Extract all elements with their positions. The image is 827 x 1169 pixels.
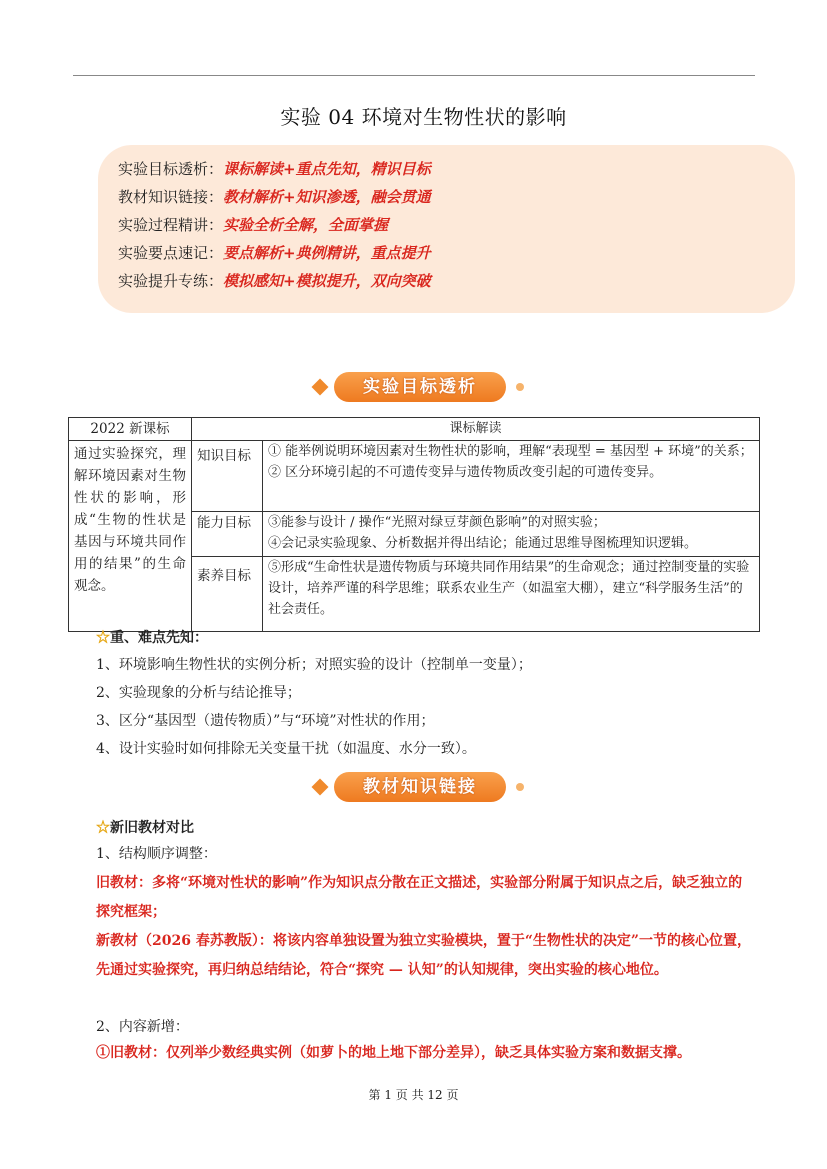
- comparison-heading: ☆新旧教材对比: [96, 820, 194, 836]
- old-textbook-content-note: ①旧教材：仅列举少数经典实例（如萝卜的地上地下部分差异），缺乏具体实验方案和数据支撑。: [96, 1045, 691, 1061]
- intro-row: 实验要点速记：要点解析+典例精讲，重点提升: [118, 244, 431, 262]
- row-content-knowledge: ① 能举例说明环境因素对生物性状的影响，理解“表现型 = 基因型 + 环境”的关系； ② 区分环境引起的不可遗传变异与遗传物质改变引起的可遗传变异。: [263, 441, 760, 512]
- key-point-item: 4、设计实验时如何排除无关变量干扰（如温度、水分一致）。: [96, 741, 476, 757]
- standard-text: 通过实验探究，理解环境因素对生物性状的影响，形成“生物的性状是基因与环境共同作用的结果”的生命观念。: [69, 441, 192, 632]
- key-point-item: 2、实验现象的分析与结论推导；: [96, 685, 301, 701]
- intro-row: 实验目标透析：课标解读+重点先知，精识目标: [118, 160, 431, 178]
- comparison-subheading: 2、内容新增：: [96, 1019, 189, 1035]
- star-icon: ☆: [96, 630, 110, 646]
- header-rule: [73, 75, 755, 76]
- star-icon: ☆: [96, 820, 110, 836]
- page-footer: 第 1 页 共 12 页: [368, 1088, 459, 1102]
- intro-summary-box: [98, 145, 795, 313]
- intro-row: 实验过程精讲：实验全析全解，全面掌握: [118, 216, 389, 234]
- row-content-literacy: ⑤形成“生命性状是遗传物质与环境共同作用结果”的生命观念；通过控制变量的实验设计，培养严谨的科学思维；联系农业生产（如温室大棚），建立“科学服务生活”的社会责任。: [263, 557, 760, 632]
- section-banner-label: 教材知识链接: [334, 772, 506, 802]
- row-label-ability: 能力目标: [192, 512, 263, 557]
- key-points-heading: ☆重、难点先知：: [96, 630, 208, 646]
- comparison-subheading: 1、结构顺序调整：: [96, 846, 217, 862]
- key-point-item: 1、环境影响生物性状的实例分析；对照实验的设计（控制单一变量）；: [96, 657, 532, 673]
- table-header-standard: 2022 新课标: [69, 418, 192, 441]
- diamond-icon: [312, 779, 329, 796]
- curriculum-standard-table: [68, 417, 760, 632]
- section-banner-textbook: [312, 772, 528, 802]
- dot-icon: [516, 383, 524, 391]
- dot-icon: [516, 783, 524, 791]
- table-header-interpretation: 课标解读: [192, 418, 760, 441]
- section-banner-label: 实验目标透析: [334, 372, 506, 402]
- page-title: 实验 04 环境对生物性状的影响: [280, 105, 567, 129]
- key-point-item: 3、区分“基因型（遗传物质）”与“环境”对性状的作用；: [96, 713, 435, 729]
- row-content-ability: ③能参与设计 / 操作“光照对绿豆芽颜色影响”的对照实验； ④会记录实验现象、分析数据并得出结论；能通过思维导图梳理知识逻辑。: [263, 512, 760, 557]
- new-textbook-note: 新教材（2026 春苏教版）：将该内容单独设置为独立实验模块，置于“生物性状的决定”一节的核心位置，先通过实验探究，再归纳总结结论，符合“探究 — 认知”的认知规律，突出实验的核心地位。: [96, 933, 751, 978]
- row-label-knowledge: 知识目标: [192, 441, 263, 512]
- diamond-icon: [312, 379, 329, 396]
- intro-row: 实验提升专练：模拟感知+模拟提升，双向突破: [118, 272, 431, 290]
- old-textbook-note: 旧教材：多将“环境对性状的影响”作为知识点分散在正文描述，实验部分附属于知识点之后，缺乏独立的探究框架；: [96, 875, 743, 920]
- section-banner-goal: [312, 372, 528, 402]
- intro-row: 教材知识链接：教材解析+知识渗透，融会贯通: [118, 188, 431, 206]
- row-label-literacy: 素养目标: [192, 557, 263, 632]
